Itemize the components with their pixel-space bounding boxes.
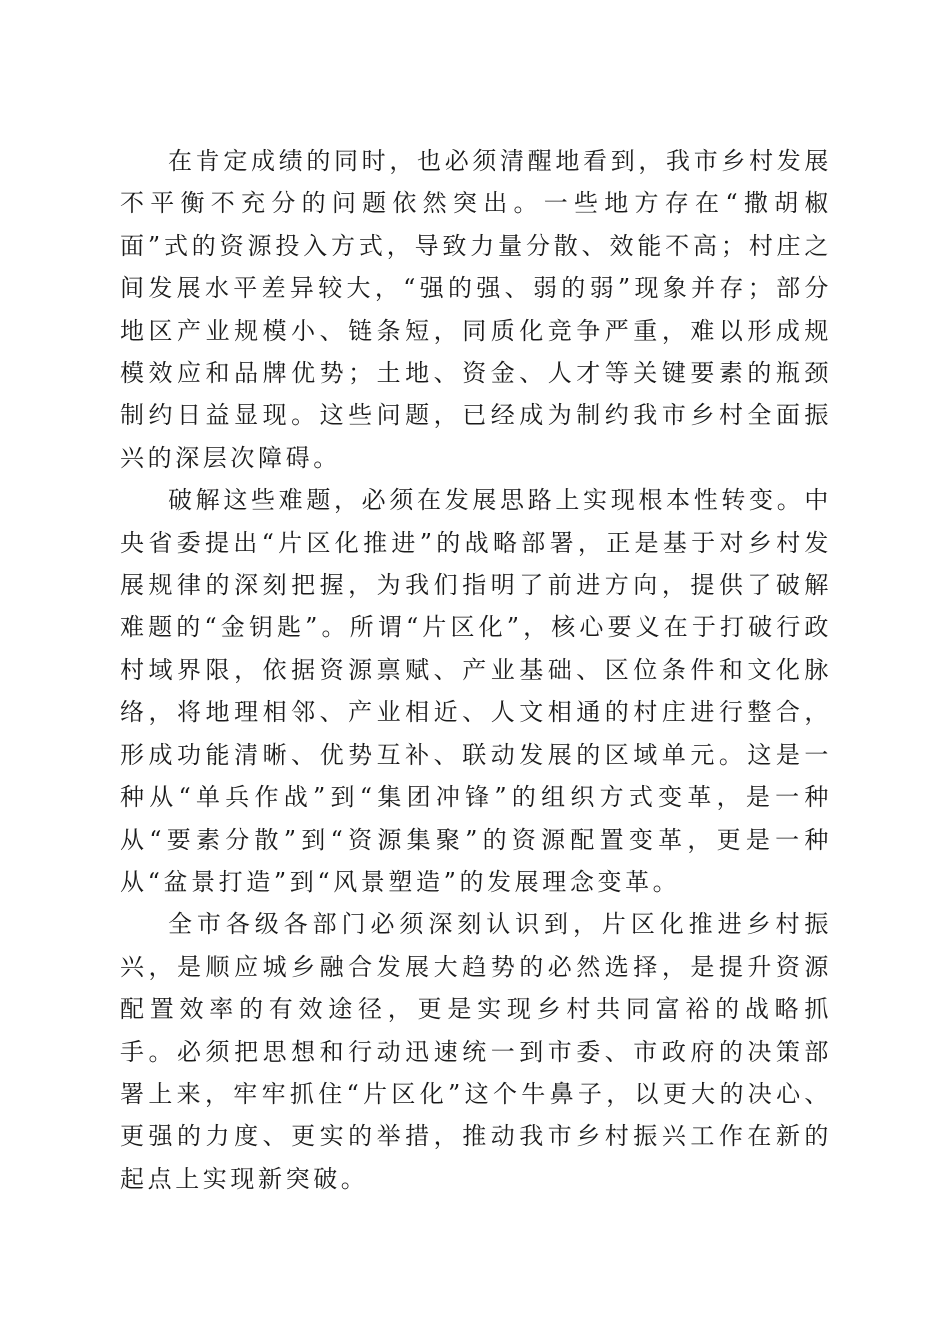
document-body [120, 140, 832, 1200]
paragraph-2: 破解这些难题，必须在发展思路上实现根本性转变。中央省委提出“片区化推进”的战略部署，正是基于对乡村发展规律的深刻把握，为我们指明了前进方向，提供了破解难题的“金钥匙”。所谓“片区化”，核心要义在于打破行政村域界限，依据资源禀赋、产业基础、区位条件和文化脉络，将地理相邻、产业相近、人文相通的村庄进行整合，形成功能清晰、优势互补、联动发展的区域单元。这是一种从“单兵作战”到“集团冲锋”的组织方式变革，是一种从“要素分散”到“资源集聚”的资源配置变革，更是一种从“盆景打造”到“风景塑造”的发展理念变革。 [120, 486, 832, 896]
paragraph-3: 全市各级各部门必须深刻认识到，片区化推进乡村振兴，是顺应城乡融合发展大趋势的必然选择，是提升资源配置效率的有效途径，更是实现乡村共同富裕的战略抓手。必须把思想和行动迅速统一到市委、市政府的决策部署上来，牢牢抓住“片区化”这个牛鼻子，以更大的决心、更强的力度、更实的举措，推动我市乡村振兴工作在新的起点上实现新突破。 [120, 910, 832, 1193]
paragraph-1: 在肯定成绩的同时，也必须清醒地看到，我市乡村发展不平衡不充分的问题依然突出。一些地方存在“撒胡椒面”式的资源投入方式，导致力量分散、效能不高；村庄之间发展水平差异较大，“强的强、弱的弱”现象并存；部分地区产业规模小、链条短，同质化竞争严重，难以形成规模效应和品牌优势；土地、资金、人才等关键要素的瓶颈制约日益显现。这些问题，已经成为制约我市乡村全面振兴的深层次障碍。 [120, 147, 832, 472]
